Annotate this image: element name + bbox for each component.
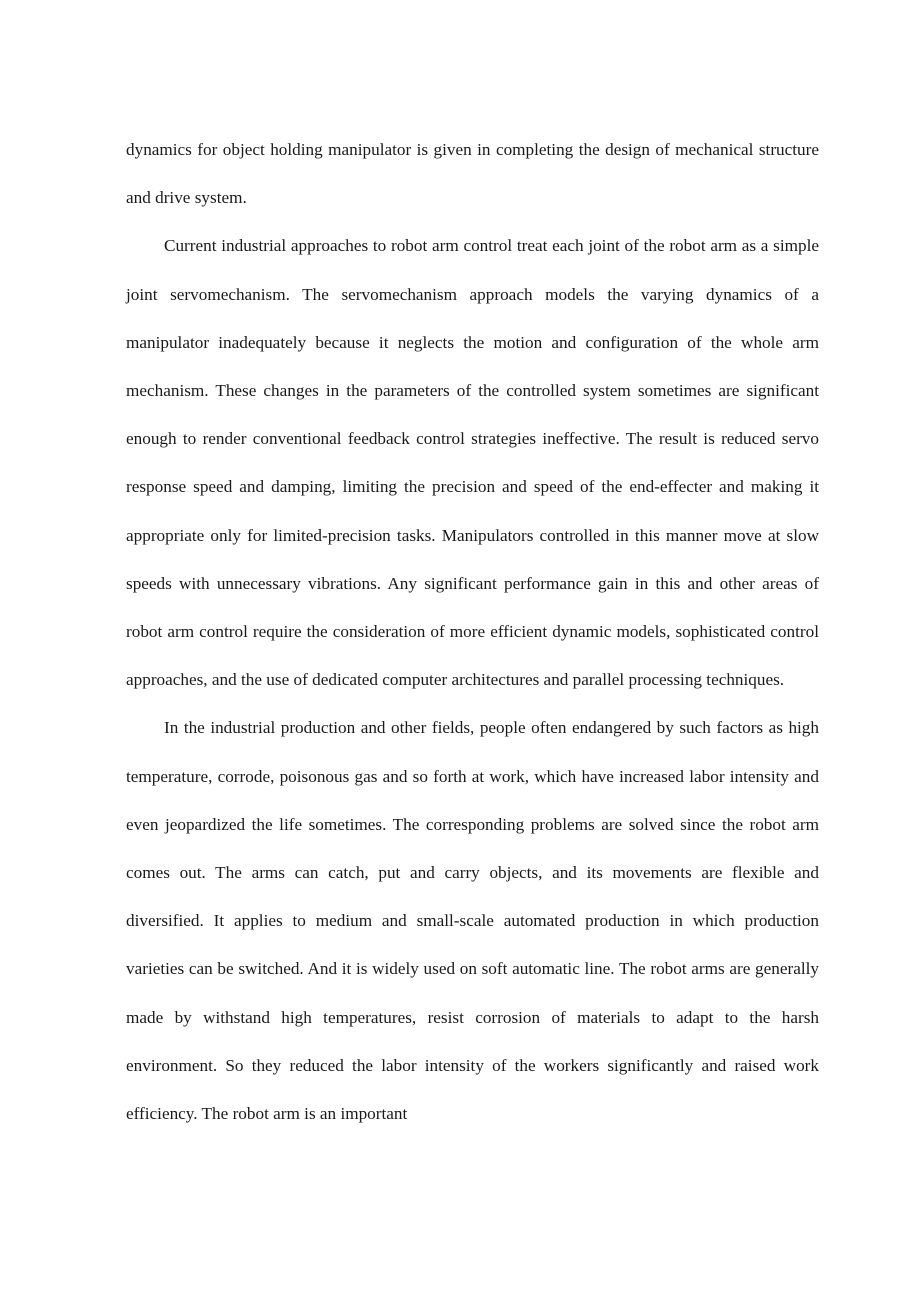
paragraph-robot-arm-control: Current industrial approaches to robot arm control treat each joint of the robot arm as a simple joint servomechanism. The servomechanism approach models the varying dynamics of a manipulator inadequately because it neglects the motion and configuration of the whole arm mechanism. These changes in the parameters of the controlled system sometimes are significant enough to render conventional feedback control strategies ineffective. The result is reduced servo response speed and damping, limiting the precision and speed of the end-effecter and making it appropriate only for limited-precision tasks. Manipulators controlled in this manner move at slow speeds with unnecessary vibrations. Any significant performance gain in this and other areas of robot arm control require the consideration of more efficient dynamic models, sophisticated control approaches, and the use of dedicated computer architectures and parallel processing techniques. bbox=[126, 236, 819, 690]
paragraph-industrial-production: In the industrial production and other fields, people often endangered by such factors as high temperature, corrode, poisonous gas and so forth at work, which have increased labor intensity and even jeopardized the life sometimes. The corresponding problems are solved since the robot arm comes out. The arms can catch, put and carry objects, and its movements are flexible and diversified. It applies to medium and small-scale automated production in which production varieties can be switched. And it is widely used on soft automatic line. The robot arms are generally made by withstand high temperatures, resist corrosion of materials to adapt to the harsh environment. So they reduced the labor intensity of the workers significantly and raised work efficiency. The robot arm is an important bbox=[126, 718, 819, 1124]
paragraph-continued: dynamics for object holding manipulator is given in completing the design of mechanical structure and drive system. bbox=[126, 140, 819, 208]
body-text bbox=[126, 126, 819, 1138]
